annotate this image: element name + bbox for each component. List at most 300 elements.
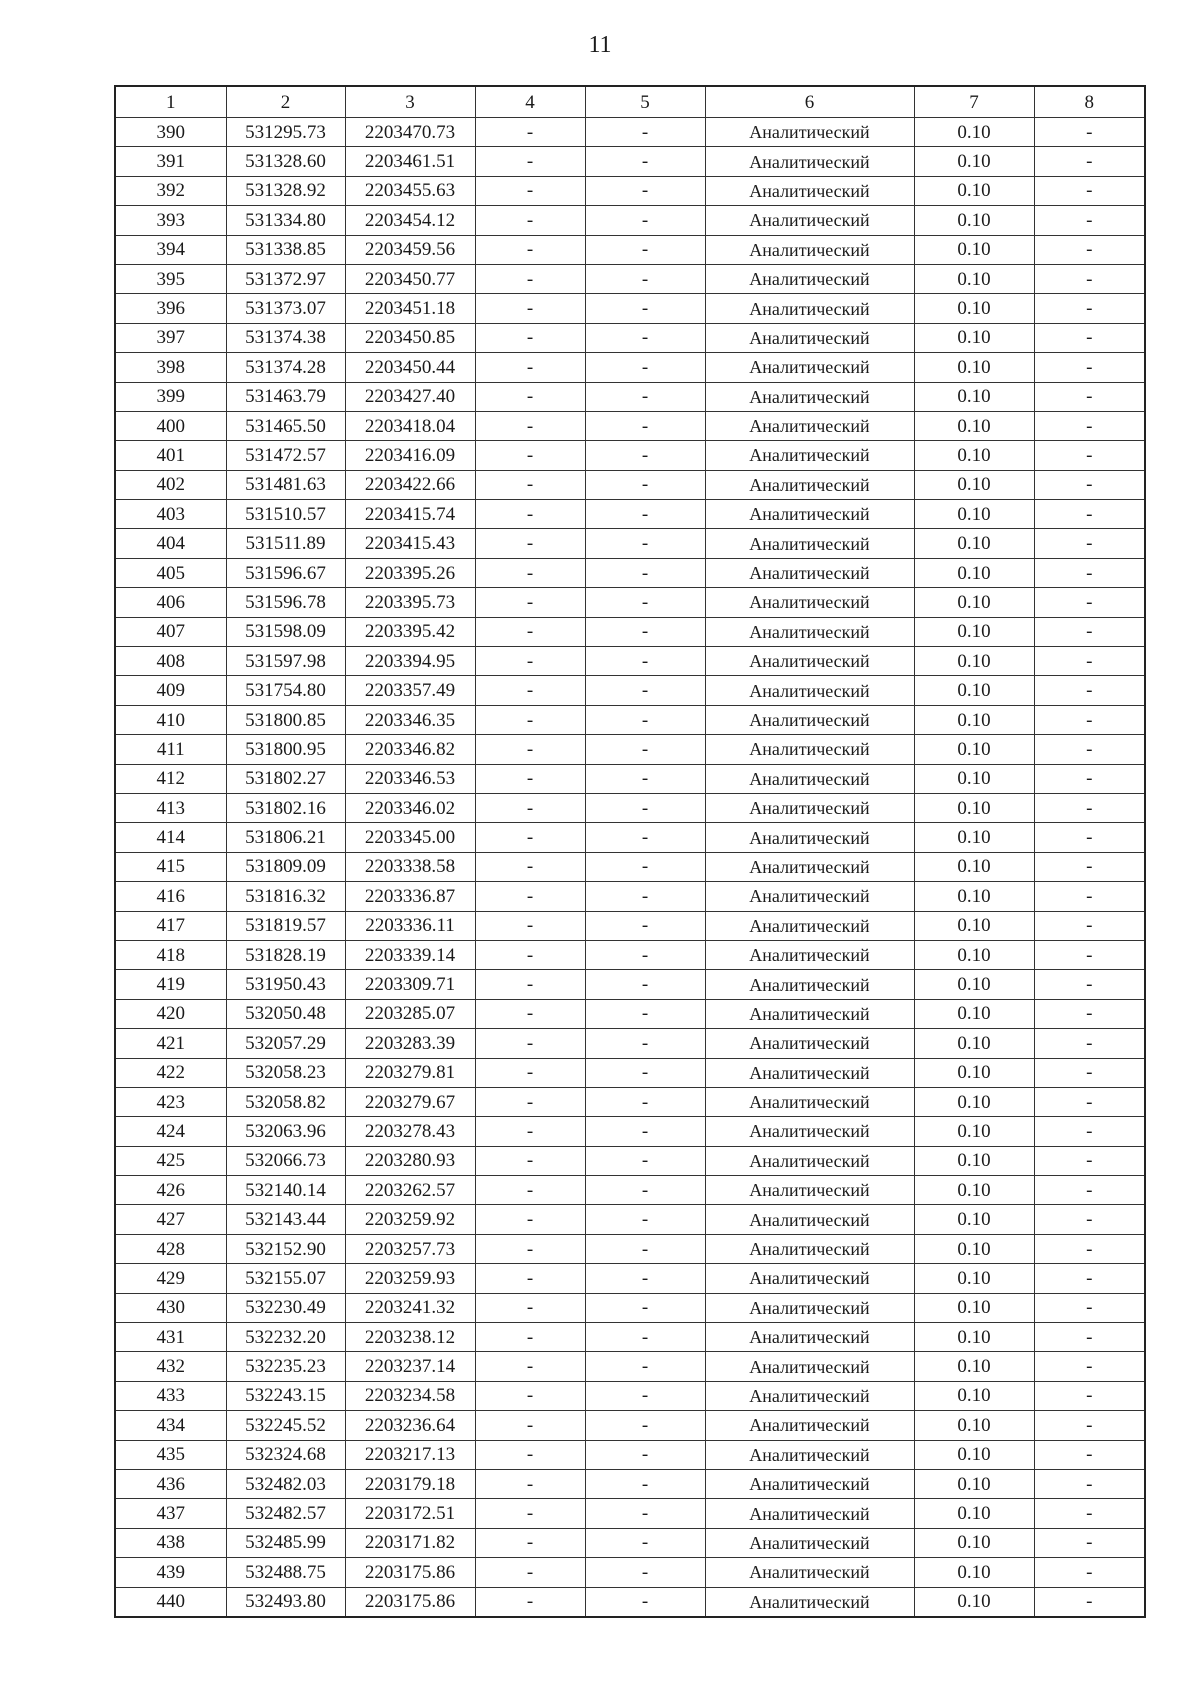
column-4-value-cell: - (475, 1587, 585, 1617)
point-number-cell: 435 (115, 1440, 226, 1469)
method-cell: Аналитический (705, 1176, 914, 1205)
x-coordinate-cell: 531809.09 (226, 852, 345, 881)
accuracy-cell: 0.10 (914, 235, 1034, 264)
column-5-value-cell: - (585, 852, 705, 881)
accuracy-cell: 0.10 (914, 176, 1034, 205)
point-number-cell: 418 (115, 940, 226, 969)
column-8-value-cell: - (1034, 147, 1145, 176)
column-4-value-cell: - (475, 852, 585, 881)
column-8-value-cell: - (1034, 940, 1145, 969)
x-coordinate-cell: 532058.82 (226, 1087, 345, 1116)
accuracy-cell: 0.10 (914, 529, 1034, 558)
point-number-cell: 427 (115, 1205, 226, 1234)
y-coordinate-cell: 2203395.42 (345, 617, 475, 646)
y-coordinate-cell: 2203454.12 (345, 206, 475, 235)
method-cell: Аналитический (705, 940, 914, 969)
y-coordinate-cell: 2203171.82 (345, 1528, 475, 1557)
method-cell: Аналитический (705, 235, 914, 264)
method-cell: Аналитический (705, 176, 914, 205)
table-row (115, 176, 1145, 205)
y-coordinate-cell: 2203346.53 (345, 764, 475, 793)
column-5-value-cell: - (585, 1469, 705, 1498)
column-5-value-cell: - (585, 1499, 705, 1528)
x-coordinate-cell: 532155.07 (226, 1264, 345, 1293)
point-number-cell: 395 (115, 264, 226, 293)
table-row (115, 617, 1145, 646)
x-coordinate-cell: 532485.99 (226, 1528, 345, 1557)
point-number-cell: 430 (115, 1293, 226, 1322)
column-5-value-cell: - (585, 235, 705, 264)
accuracy-cell: 0.10 (914, 1029, 1034, 1058)
column-4-value-cell: - (475, 264, 585, 293)
accuracy-cell: 0.10 (914, 1469, 1034, 1498)
table-row (115, 382, 1145, 411)
accuracy-cell: 0.10 (914, 764, 1034, 793)
y-coordinate-cell: 2203450.44 (345, 353, 475, 382)
coordinates-table (114, 85, 1146, 1618)
x-coordinate-cell: 532232.20 (226, 1323, 345, 1352)
table-row (115, 1352, 1145, 1381)
accuracy-cell: 0.10 (914, 970, 1034, 999)
accuracy-cell: 0.10 (914, 940, 1034, 969)
x-coordinate-cell: 532235.23 (226, 1352, 345, 1381)
column-4-value-cell: - (475, 176, 585, 205)
column-4-value-cell: - (475, 1411, 585, 1440)
point-number-cell: 413 (115, 793, 226, 822)
accuracy-cell: 0.10 (914, 911, 1034, 940)
column-8-value-cell: - (1034, 353, 1145, 382)
table-row (115, 940, 1145, 969)
column-8-value-cell: - (1034, 206, 1145, 235)
point-number-cell: 436 (115, 1469, 226, 1498)
column-8-value-cell: - (1034, 970, 1145, 999)
point-number-cell: 420 (115, 999, 226, 1028)
y-coordinate-cell: 2203415.74 (345, 500, 475, 529)
x-coordinate-cell: 531510.57 (226, 500, 345, 529)
column-5-value-cell: - (585, 1029, 705, 1058)
method-cell: Аналитический (705, 1558, 914, 1587)
table-row (115, 735, 1145, 764)
column-8-value-cell: - (1034, 1469, 1145, 1498)
accuracy-cell: 0.10 (914, 323, 1034, 352)
accuracy-cell: 0.10 (914, 500, 1034, 529)
column-5-value-cell: - (585, 1264, 705, 1293)
page-number: 11 (588, 32, 612, 58)
point-number-cell: 407 (115, 617, 226, 646)
table-row (115, 1323, 1145, 1352)
x-coordinate-cell: 531463.79 (226, 382, 345, 411)
column-8-value-cell: - (1034, 823, 1145, 852)
column-5-value-cell: - (585, 558, 705, 587)
x-coordinate-cell: 531596.67 (226, 558, 345, 587)
column-header-4: 4 (475, 86, 585, 118)
column-5-value-cell: - (585, 911, 705, 940)
x-coordinate-cell: 531334.80 (226, 206, 345, 235)
column-4-value-cell: - (475, 353, 585, 382)
table-row (115, 1029, 1145, 1058)
column-4-value-cell: - (475, 1528, 585, 1557)
x-coordinate-cell: 532493.80 (226, 1587, 345, 1617)
method-cell: Аналитический (705, 382, 914, 411)
y-coordinate-cell: 2203279.67 (345, 1087, 475, 1116)
x-coordinate-cell: 531950.43 (226, 970, 345, 999)
x-coordinate-cell: 532230.49 (226, 1293, 345, 1322)
y-coordinate-cell: 2203283.39 (345, 1029, 475, 1058)
method-cell: Аналитический (705, 1293, 914, 1322)
y-coordinate-cell: 2203345.00 (345, 823, 475, 852)
column-8-value-cell: - (1034, 1499, 1145, 1528)
x-coordinate-cell: 531481.63 (226, 470, 345, 499)
column-5-value-cell: - (585, 1146, 705, 1175)
column-8-value-cell: - (1034, 911, 1145, 940)
column-8-value-cell: - (1034, 793, 1145, 822)
table-row (115, 294, 1145, 323)
table-row (115, 147, 1145, 176)
method-cell: Аналитический (705, 617, 914, 646)
y-coordinate-cell: 2203346.82 (345, 735, 475, 764)
y-coordinate-cell: 2203415.43 (345, 529, 475, 558)
x-coordinate-cell: 531596.78 (226, 588, 345, 617)
column-4-value-cell: - (475, 294, 585, 323)
method-cell: Аналитический (705, 1117, 914, 1146)
accuracy-cell: 0.10 (914, 1205, 1034, 1234)
accuracy-cell: 0.10 (914, 1293, 1034, 1322)
table-row (115, 206, 1145, 235)
x-coordinate-cell: 531472.57 (226, 441, 345, 470)
point-number-cell: 411 (115, 735, 226, 764)
method-cell: Аналитический (705, 411, 914, 440)
column-5-value-cell: - (585, 264, 705, 293)
column-4-value-cell: - (475, 588, 585, 617)
table-row (115, 793, 1145, 822)
method-cell: Аналитический (705, 588, 914, 617)
y-coordinate-cell: 2203285.07 (345, 999, 475, 1028)
column-header-1: 1 (115, 86, 226, 118)
method-cell: Аналитический (705, 676, 914, 705)
column-5-value-cell: - (585, 1440, 705, 1469)
point-number-cell: 408 (115, 647, 226, 676)
method-cell: Аналитический (705, 323, 914, 352)
table-row (115, 911, 1145, 940)
y-coordinate-cell: 2203455.63 (345, 176, 475, 205)
y-coordinate-cell: 2203338.58 (345, 852, 475, 881)
accuracy-cell: 0.10 (914, 647, 1034, 676)
x-coordinate-cell: 532066.73 (226, 1146, 345, 1175)
point-number-cell: 399 (115, 382, 226, 411)
column-5-value-cell: - (585, 382, 705, 411)
y-coordinate-cell: 2203257.73 (345, 1234, 475, 1263)
column-5-value-cell: - (585, 1234, 705, 1263)
accuracy-cell: 0.10 (914, 470, 1034, 499)
column-5-value-cell: - (585, 323, 705, 352)
column-4-value-cell: - (475, 1499, 585, 1528)
column-5-value-cell: - (585, 1352, 705, 1381)
x-coordinate-cell: 532482.03 (226, 1469, 345, 1498)
column-8-value-cell: - (1034, 382, 1145, 411)
column-5-value-cell: - (585, 1205, 705, 1234)
column-8-value-cell: - (1034, 882, 1145, 911)
x-coordinate-cell: 531828.19 (226, 940, 345, 969)
accuracy-cell: 0.10 (914, 617, 1034, 646)
accuracy-cell: 0.10 (914, 1587, 1034, 1617)
x-coordinate-cell: 532482.57 (226, 1499, 345, 1528)
column-4-value-cell: - (475, 1029, 585, 1058)
column-8-value-cell: - (1034, 1352, 1145, 1381)
column-4-value-cell: - (475, 1264, 585, 1293)
column-4-value-cell: - (475, 1058, 585, 1087)
point-number-cell: 402 (115, 470, 226, 499)
x-coordinate-cell: 531328.60 (226, 147, 345, 176)
method-cell: Аналитический (705, 470, 914, 499)
column-5-value-cell: - (585, 147, 705, 176)
table-row (115, 1587, 1145, 1617)
accuracy-cell: 0.10 (914, 852, 1034, 881)
accuracy-cell: 0.10 (914, 1499, 1034, 1528)
point-number-cell: 421 (115, 1029, 226, 1058)
point-number-cell: 394 (115, 235, 226, 264)
column-4-value-cell: - (475, 735, 585, 764)
accuracy-cell: 0.10 (914, 1058, 1034, 1087)
column-4-value-cell: - (475, 793, 585, 822)
y-coordinate-cell: 2203339.14 (345, 940, 475, 969)
accuracy-cell: 0.10 (914, 588, 1034, 617)
column-5-value-cell: - (585, 1293, 705, 1322)
x-coordinate-cell: 531328.92 (226, 176, 345, 205)
point-number-cell: 397 (115, 323, 226, 352)
table-row (115, 264, 1145, 293)
column-4-value-cell: - (475, 529, 585, 558)
accuracy-cell: 0.10 (914, 882, 1034, 911)
y-coordinate-cell: 2203241.32 (345, 1293, 475, 1322)
column-8-value-cell: - (1034, 411, 1145, 440)
x-coordinate-cell: 531373.07 (226, 294, 345, 323)
y-coordinate-cell: 2203278.43 (345, 1117, 475, 1146)
table-row (115, 470, 1145, 499)
column-8-value-cell: - (1034, 617, 1145, 646)
table-row (115, 1440, 1145, 1469)
point-number-cell: 400 (115, 411, 226, 440)
table-row (115, 1381, 1145, 1410)
column-5-value-cell: - (585, 470, 705, 499)
column-4-value-cell: - (475, 823, 585, 852)
accuracy-cell: 0.10 (914, 705, 1034, 734)
column-5-value-cell: - (585, 1528, 705, 1557)
x-coordinate-cell: 531465.50 (226, 411, 345, 440)
column-4-value-cell: - (475, 206, 585, 235)
column-8-value-cell: - (1034, 1029, 1145, 1058)
method-cell: Аналитический (705, 911, 914, 940)
table-row (115, 1234, 1145, 1263)
method-cell: Аналитический (705, 1352, 914, 1381)
y-coordinate-cell: 2203422.66 (345, 470, 475, 499)
method-cell: Аналитический (705, 1469, 914, 1498)
point-number-cell: 433 (115, 1381, 226, 1410)
column-8-value-cell: - (1034, 118, 1145, 147)
accuracy-cell: 0.10 (914, 1440, 1034, 1469)
table-row (115, 1499, 1145, 1528)
y-coordinate-cell: 2203280.93 (345, 1146, 475, 1175)
accuracy-cell: 0.10 (914, 118, 1034, 147)
method-cell: Аналитический (705, 705, 914, 734)
table-row (115, 1411, 1145, 1440)
accuracy-cell: 0.10 (914, 1558, 1034, 1587)
table-row (115, 1558, 1145, 1587)
column-5-value-cell: - (585, 940, 705, 969)
method-cell: Аналитический (705, 1528, 914, 1557)
method-cell: Аналитический (705, 558, 914, 587)
point-number-cell: 439 (115, 1558, 226, 1587)
table-row (115, 441, 1145, 470)
table-row (115, 235, 1145, 264)
point-number-cell: 396 (115, 294, 226, 323)
column-4-value-cell: - (475, 235, 585, 264)
table-row (115, 1205, 1145, 1234)
table-row (115, 500, 1145, 529)
table-row (115, 118, 1145, 147)
column-5-value-cell: - (585, 1587, 705, 1617)
method-cell: Аналитический (705, 1205, 914, 1234)
column-4-value-cell: - (475, 970, 585, 999)
column-8-value-cell: - (1034, 470, 1145, 499)
method-cell: Аналитический (705, 970, 914, 999)
column-4-value-cell: - (475, 911, 585, 940)
column-8-value-cell: - (1034, 1381, 1145, 1410)
y-coordinate-cell: 2203346.02 (345, 793, 475, 822)
column-8-value-cell: - (1034, 852, 1145, 881)
accuracy-cell: 0.10 (914, 735, 1034, 764)
column-4-value-cell: - (475, 500, 585, 529)
column-8-value-cell: - (1034, 735, 1145, 764)
y-coordinate-cell: 2203450.77 (345, 264, 475, 293)
column-5-value-cell: - (585, 353, 705, 382)
method-cell: Аналитический (705, 1058, 914, 1087)
method-cell: Аналитический (705, 206, 914, 235)
x-coordinate-cell: 531338.85 (226, 235, 345, 264)
table-row (115, 1264, 1145, 1293)
table-row (115, 411, 1145, 440)
table-row (115, 1469, 1145, 1498)
table-row (115, 999, 1145, 1028)
table-body (115, 118, 1145, 1617)
y-coordinate-cell: 2203175.86 (345, 1558, 475, 1587)
column-header-2: 2 (226, 86, 345, 118)
y-coordinate-cell: 2203262.57 (345, 1176, 475, 1205)
table-row (115, 647, 1145, 676)
method-cell: Аналитический (705, 852, 914, 881)
method-cell: Аналитический (705, 353, 914, 382)
point-number-cell: 423 (115, 1087, 226, 1116)
column-5-value-cell: - (585, 294, 705, 323)
column-4-value-cell: - (475, 1117, 585, 1146)
method-cell: Аналитический (705, 264, 914, 293)
point-number-cell: 412 (115, 764, 226, 793)
table-row (115, 1528, 1145, 1557)
method-cell: Аналитический (705, 147, 914, 176)
column-5-value-cell: - (585, 705, 705, 734)
x-coordinate-cell: 532050.48 (226, 999, 345, 1028)
column-5-value-cell: - (585, 588, 705, 617)
table-row (115, 676, 1145, 705)
x-coordinate-cell: 531802.16 (226, 793, 345, 822)
method-cell: Аналитический (705, 294, 914, 323)
column-4-value-cell: - (475, 647, 585, 676)
table-row (115, 529, 1145, 558)
x-coordinate-cell: 532143.44 (226, 1205, 345, 1234)
y-coordinate-cell: 2203451.18 (345, 294, 475, 323)
x-coordinate-cell: 532140.14 (226, 1176, 345, 1205)
method-cell: Аналитический (705, 1029, 914, 1058)
point-number-cell: 393 (115, 206, 226, 235)
column-8-value-cell: - (1034, 558, 1145, 587)
column-4-value-cell: - (475, 147, 585, 176)
x-coordinate-cell: 532058.23 (226, 1058, 345, 1087)
column-4-value-cell: - (475, 1293, 585, 1322)
accuracy-cell: 0.10 (914, 1176, 1034, 1205)
accuracy-cell: 0.10 (914, 558, 1034, 587)
column-8-value-cell: - (1034, 441, 1145, 470)
column-5-value-cell: - (585, 500, 705, 529)
y-coordinate-cell: 2203237.14 (345, 1352, 475, 1381)
column-4-value-cell: - (475, 1352, 585, 1381)
column-8-value-cell: - (1034, 764, 1145, 793)
accuracy-cell: 0.10 (914, 1381, 1034, 1410)
table-row (115, 705, 1145, 734)
column-8-value-cell: - (1034, 176, 1145, 205)
point-number-cell: 409 (115, 676, 226, 705)
x-coordinate-cell: 531802.27 (226, 764, 345, 793)
column-4-value-cell: - (475, 323, 585, 352)
x-coordinate-cell: 531754.80 (226, 676, 345, 705)
column-4-value-cell: - (475, 411, 585, 440)
method-cell: Аналитический (705, 793, 914, 822)
column-5-value-cell: - (585, 999, 705, 1028)
method-cell: Аналитический (705, 441, 914, 470)
column-8-value-cell: - (1034, 1440, 1145, 1469)
column-5-value-cell: - (585, 647, 705, 676)
column-8-value-cell: - (1034, 1293, 1145, 1322)
accuracy-cell: 0.10 (914, 206, 1034, 235)
column-4-value-cell: - (475, 676, 585, 705)
column-5-value-cell: - (585, 1117, 705, 1146)
y-coordinate-cell: 2203427.40 (345, 382, 475, 411)
x-coordinate-cell: 531511.89 (226, 529, 345, 558)
x-coordinate-cell: 531598.09 (226, 617, 345, 646)
table-row (115, 558, 1145, 587)
column-4-value-cell: - (475, 382, 585, 411)
y-coordinate-cell: 2203450.85 (345, 323, 475, 352)
accuracy-cell: 0.10 (914, 441, 1034, 470)
x-coordinate-cell: 532152.90 (226, 1234, 345, 1263)
column-8-value-cell: - (1034, 1558, 1145, 1587)
method-cell: Аналитический (705, 500, 914, 529)
accuracy-cell: 0.10 (914, 793, 1034, 822)
column-8-value-cell: - (1034, 323, 1145, 352)
column-4-value-cell: - (475, 1323, 585, 1352)
column-5-value-cell: - (585, 441, 705, 470)
column-4-value-cell: - (475, 1205, 585, 1234)
column-8-value-cell: - (1034, 235, 1145, 264)
accuracy-cell: 0.10 (914, 1264, 1034, 1293)
point-number-cell: 390 (115, 118, 226, 147)
accuracy-cell: 0.10 (914, 999, 1034, 1028)
x-coordinate-cell: 532057.29 (226, 1029, 345, 1058)
y-coordinate-cell: 2203175.86 (345, 1587, 475, 1617)
y-coordinate-cell: 2203279.81 (345, 1058, 475, 1087)
method-cell: Аналитический (705, 1411, 914, 1440)
point-number-cell: 437 (115, 1499, 226, 1528)
accuracy-cell: 0.10 (914, 1323, 1034, 1352)
accuracy-cell: 0.10 (914, 382, 1034, 411)
